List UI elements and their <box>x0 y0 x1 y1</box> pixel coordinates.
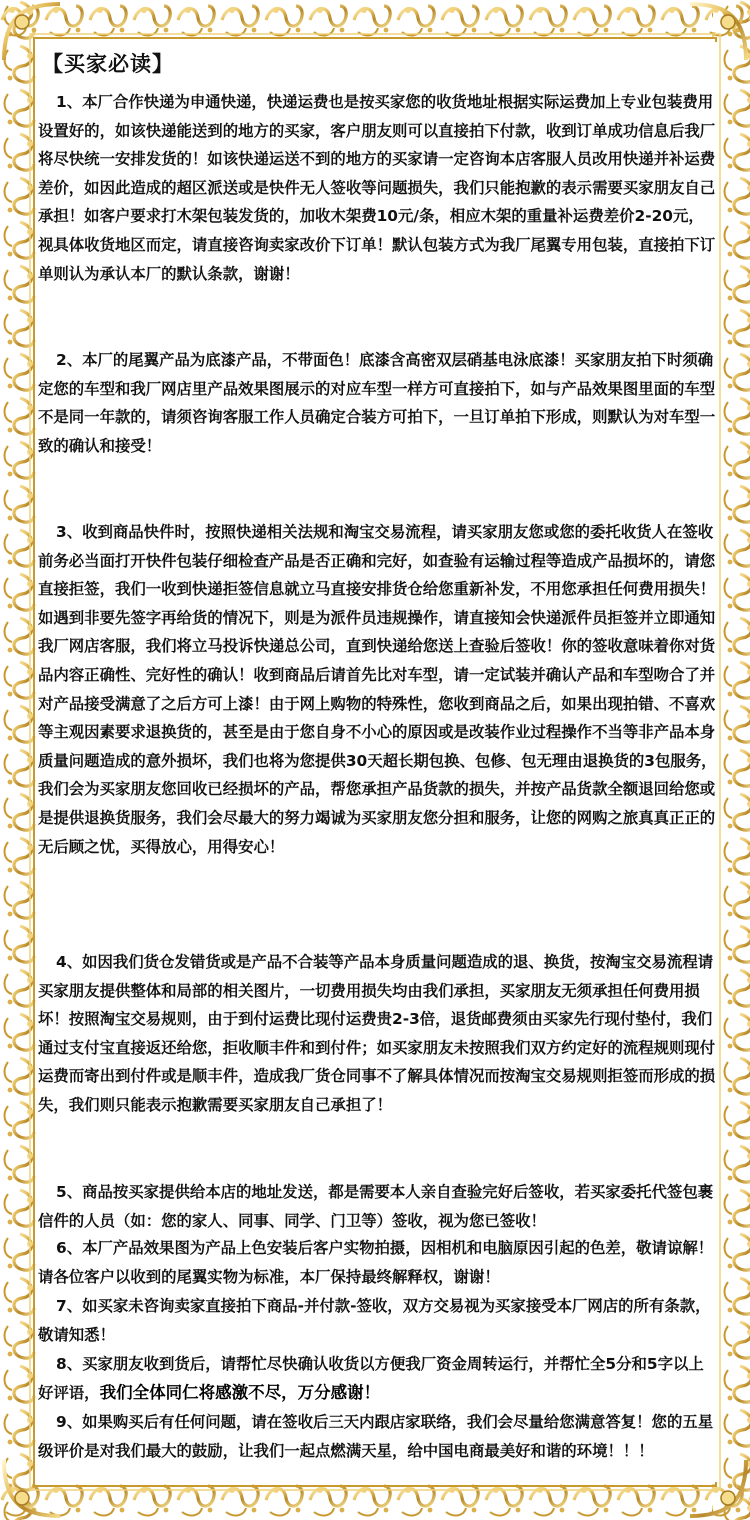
notice-paragraph-2: 2、本厂的尾翼产品为底漆产品，不带面色！底漆含高密双层硝基电泳底漆！买家朋友拍下时须确定您的车型和我厂网店里产品效果图展示的对应车型一样方可直接拍下，如与产品效果图里面的车型不是同一年款的，请须咨询客服工作人员确定合装方可拍下，一旦订单拍下形成，则默认为对车型一致的确认和接受！ <box>38 351 716 455</box>
thanks-emphasis: 我们全体同仁将感激不尽，万分感谢！ <box>99 1382 381 1402</box>
notice-paragraph-7: 7、如买家未咨询卖家直接拍下商品-并付款-签收，双方交易视为买家接受本厂网店的所有条款，敬请知悉！ <box>38 1297 711 1344</box>
notice-paragraph-1: 1、本厂合作快递为申通快递，快递运费也是按买家您的收货地址根据实际运费加上专业包装费用设置好的，如该快递能送到的地方的买家，客户朋友则可以直接拍下付款，收到订单成功信息后我厂将尽快统一安排发货的！如该快递运送不到的地方的买家请一定咨询本店客服人员改用快递并补运费差价，如因此造成的超区派送或是快件无人签收等问题损失，我们只能抱歉的表示需要买家朋友自己承担！如客户要求打木架包装发货的，加收木架费10元/条，相应木架的重量补运费差价2-20元，视具体收货地区而定，请直接咨询卖家改价下订单！默认包装方式为我厂尾翼专用包装，直接拍下订单则认为承认本厂的默认条款，谢谢！ <box>38 93 716 283</box>
notice-paragraph-5: 5、商品按买家提供给本店的地址发送，都是需要本人亲自查验完好后签收，若买家委托代签包裹信件的人员（如：您的家人、同事、同学、门卫等）签收，视为您已签收！ <box>38 1183 714 1230</box>
frame-top-band <box>0 0 750 42</box>
notice-paragraph-9: 9、如果购买后有任何问题，请在签收后三天内跟店家联络，我们会尽量给您满意答复！您的五星级评价是对我们最大的鼓励，让我们一起点燃满天星，给中国电商最美好和谐的环境！！！ <box>38 1413 714 1460</box>
notice-paragraph-4: 4、如因我们货仓发错货或是产品不合装等产品本身质量问题造成的退、换货，按淘宝交易流程请买家朋友提供整体和局部的相关图片，一切费用损失均由我们承担，买家朋友无须承担任何费用损坏！按照淘宝交易规则，由于到付运费比现付运费贵2-3倍，退货邮费须由买家先行现付垫付，我们通过支付宝直接返还给您，拒收顺丰件和到付件；如买家朋友未按照我们双方约定好的流程规则现付运费而寄出到付件或是顺丰件，造成我厂货仓同事不了解具体情况而按淘宝交易规则拒签而形成的损失，我们则只能表示抱歉需要买家朋友自己承担了！ <box>38 953 716 1114</box>
frame-bottom-band <box>0 1482 750 1520</box>
notice-paragraph-3: 3、收到商品快件时，按照快递相关法规和淘宝交易流程，请买家朋友您或您的委托收货人在签收前务必当面打开快件包装仔细检查产品是否正确和完好，如查验有运输过程等造成产品损坏的，请您直接拒签，我们一收到快递拒签信息就立马直接安排货仓给您重新补发，不用您承担任何费用损失！如遇到非要先签字再给货的情况下，则是为派件员违规操作，请直接知会快递派件员拒签并立即通知我厂网店客服，我们将立马投诉快递总公司，直到快递给您送上查验后签收！你的签收意味着你对货品内容正确性、完好性的确认！收到商品后请首先比对车型，请一定试装并确认产品和车型吻合了并对产品接受满意了之后方可上漆！由于网上购物的特殊性，您收到商品之后，如果出现拍错、不喜欢等主观因素要求退换货的，甚至是由于您自身不小心的原因或是改装作业过程操作不当等非产品本身质量问题造成的意外损坏，我们也将为您提供30天超长期包换、包修、包无理由退换货的3包服务，我们会为买家朋友您回收已经损坏的产品，帮您承担产品货款的损失，并按产品货款全额退回给您或是提供退换货服务，我们会尽最大的努力竭诚为买家朋友您分担和服务，让您的网购之旅真真正正的无后顾之忧，买得放心，用得安心！ <box>38 523 717 856</box>
notice-heading: 【买家必读】 <box>42 52 174 76</box>
notice-paragraph-8 <box>38 1350 718 1407</box>
notice-paragraph-6: 6、本厂产品效果图为产品上色安装后客户实物拍摄，因相机和电脑原因引起的色差，敬请谅解！请各位客户以收到的尾翼实物为标准，本厂保持最终解释权，谢谢！ <box>38 1239 714 1286</box>
frame-left-band <box>0 0 38 1520</box>
paragraph-8-text: 8、买家朋友收到货后，请帮忙尽快确认收货以方便我厂资金周转运行，并帮忙全5分和5字以上好评语， <box>38 1355 704 1402</box>
notice-content <box>38 42 718 1482</box>
